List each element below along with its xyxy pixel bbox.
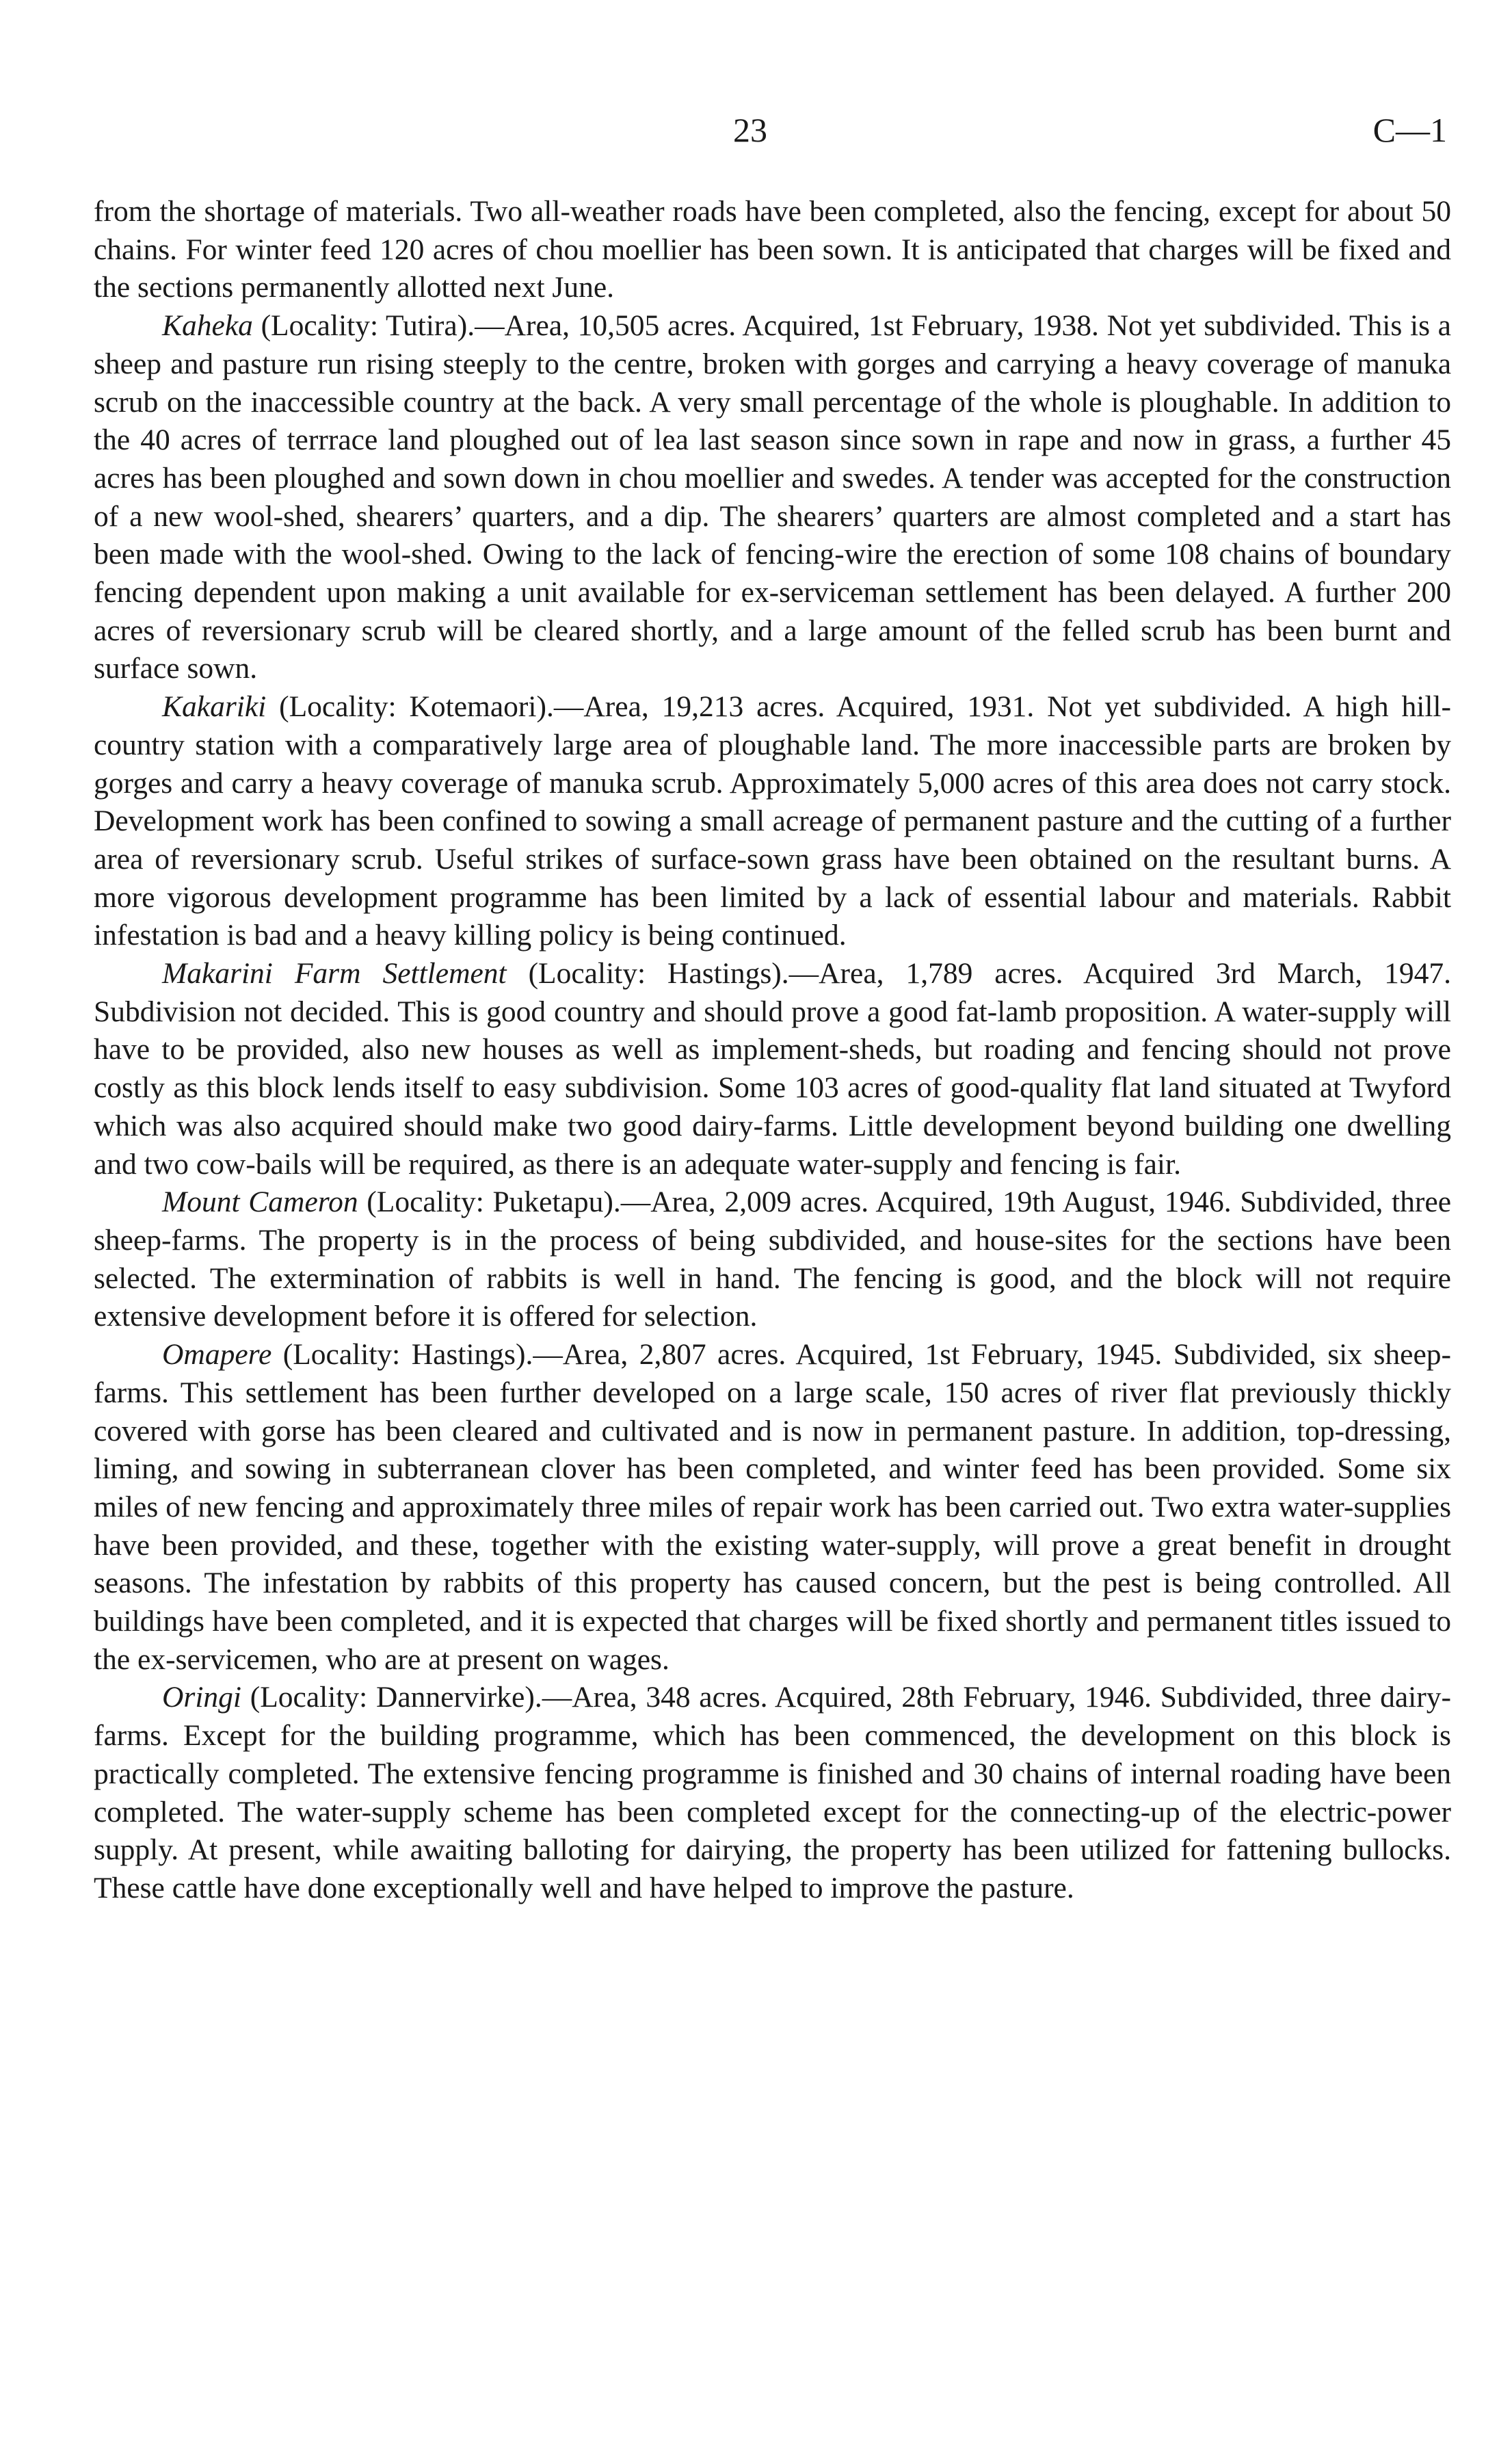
entry-text: (Locality: Puketapu).—Area, 2,009 acres. Acquired, 19th August, 1946. Subdivided, three sheep-farms. The property is in the process of being subdivided, and house-sites for the sections have been selected. The extermination of rabbits is well in hand. The fencing is good, and the block will not require extensive development before it is offered for selection.: [94, 1185, 1451, 1333]
entry-makarini-farm-settlement: [94, 955, 1451, 1183]
entry-name: Mount Cameron: [162, 1185, 358, 1219]
entry-omapere: [94, 1336, 1451, 1679]
entry-kakariki: [94, 688, 1451, 955]
entry-text: (Locality: Hastings).—Area, 2,807 acres. Acquired, 1st February, 1945. Subdivided, six sheep-farms. This settlement has been further developed on a large scale, 150 acres of river flat previously thickly covered with gorse has been cleared and cultivated and is now in permanent pasture. In addition, top-dressing, liming, and sowing in subterranean clover has been completed, and winter feed has been provided. Some six miles of new fencing and approximately three miles of repair work has been carried out. Two extra water-supplies have been provided, and these, together with the existing water-supply, will prove a great benefit in drought seasons. The infestation by rabbits of this property has caused concern, but the pest is being controlled. All buildings have been completed, and it is expected that charges will be fixed shortly and permanent titles issued to the ex-servicemen, who are at present on wages.: [94, 1338, 1451, 1676]
entry-text: (Locality: Hastings).—Area, 1,789 acres. Acquired 3rd March, 1947. Subdivision not decided. This is good country and should prove a good fat-lamb proposition. A water-supply will have to be provided, also new houses as well as implement-sheds, but roading and fencing should not prove costly as this block lends itself to easy subdivision. Some 103 acres of good-quality flat land situated at Twyford which was also acquired should make two good dairy-farms. Little development beyond building one dwelling and two cow-bails will be required, as there is an adequate water-supply and fencing is fair.: [94, 957, 1451, 1181]
entry-name: Omapere: [162, 1338, 272, 1372]
entry-name: Oringi: [162, 1681, 242, 1714]
page-header: [0, 109, 1512, 157]
document-reference: C—1: [1372, 111, 1447, 149]
entry-name: Makarini Farm Settlement: [162, 957, 507, 991]
entry-oringi: [94, 1679, 1451, 1907]
body-text: [94, 193, 1451, 1908]
entry-name: Kakariki: [162, 690, 267, 724]
entry-text: (Locality: Tutira).—Area, 10,505 acres. Acquired, 1st February, 1938. Not yet subdivided. This is a sheep and pasture run rising steeply to the centre, broken with gorges and carrying a heavy coverage of manuka scrub on the inaccessible country at the back. A very small percentage of the whole is ploughable. In addition to the 40 acres of terrrace land ploughed out of lea last season since sown in rape and now in grass, a further 45 acres has been ploughed and sown down in chou moellier and swedes. A tender was accepted for the construction of a new wool-shed, shearers’ quarters, and a dip. The shearers’ quarters are almost completed and a start has been made with the wool-shed. Owing to the lack of fencing-wire the erection of some 108 chains of boundary fencing dependent upon making a unit available for ex-serviceman settlement has been delayed. A further 200 acres of reversionary scrub will be cleared shortly, and a large amount of the felled scrub has been burnt and surface sown.: [94, 309, 1451, 685]
entry-text: (Locality: Dannervirke).—Area, 348 acres. Acquired, 28th February, 1946. Subdivided, three dairy-farms. Except for the building programme, which has been commenced, the development on this block is practically completed. The extensive fencing programme is finished and 30 chains of internal roading have been completed. The water-supply scheme has been completed except for the connecting-up of the electric-power supply. At present, while awaiting balloting for dairying, the property has been utilized for fattening bullocks. These cattle have done exceptionally well and have helped to improve the pasture.: [94, 1681, 1451, 1904]
entry-kaheka: [94, 307, 1451, 688]
paragraph-continuation: [94, 193, 1451, 307]
entry-name: Kaheka: [162, 309, 253, 343]
entry-text: (Locality: Kotemaori).—Area, 19,213 acres. Acquired, 1931. Not yet subdivided. A high hill-country station with a comparatively large area of ploughable land. The more inaccessible parts are broken by gorges and carry a heavy coverage of manuka scrub. Approximately 5,000 acres of this area does not carry stock. Development work has been confined to sowing a small acreage of permanent pasture and the cutting of a further area of reversionary scrub. Useful strikes of surface-sown grass have been obtained on the resultant burns. A more vigorous development programme has been limited by a lack of essential labour and materials. Rabbit infestation is bad and a heavy killing policy is being continued.: [94, 690, 1451, 952]
paragraph-text: from the shortage of materials. Two all-weather roads have been completed, also the fencing, except for about 50 chains. For winter feed 120 acres of chou moellier has been sown. It is anticipated that charges will be fixed and the sections permanently allotted next June.: [94, 195, 1451, 304]
page-number: 23: [733, 111, 767, 149]
entry-mount-cameron: [94, 1183, 1451, 1336]
